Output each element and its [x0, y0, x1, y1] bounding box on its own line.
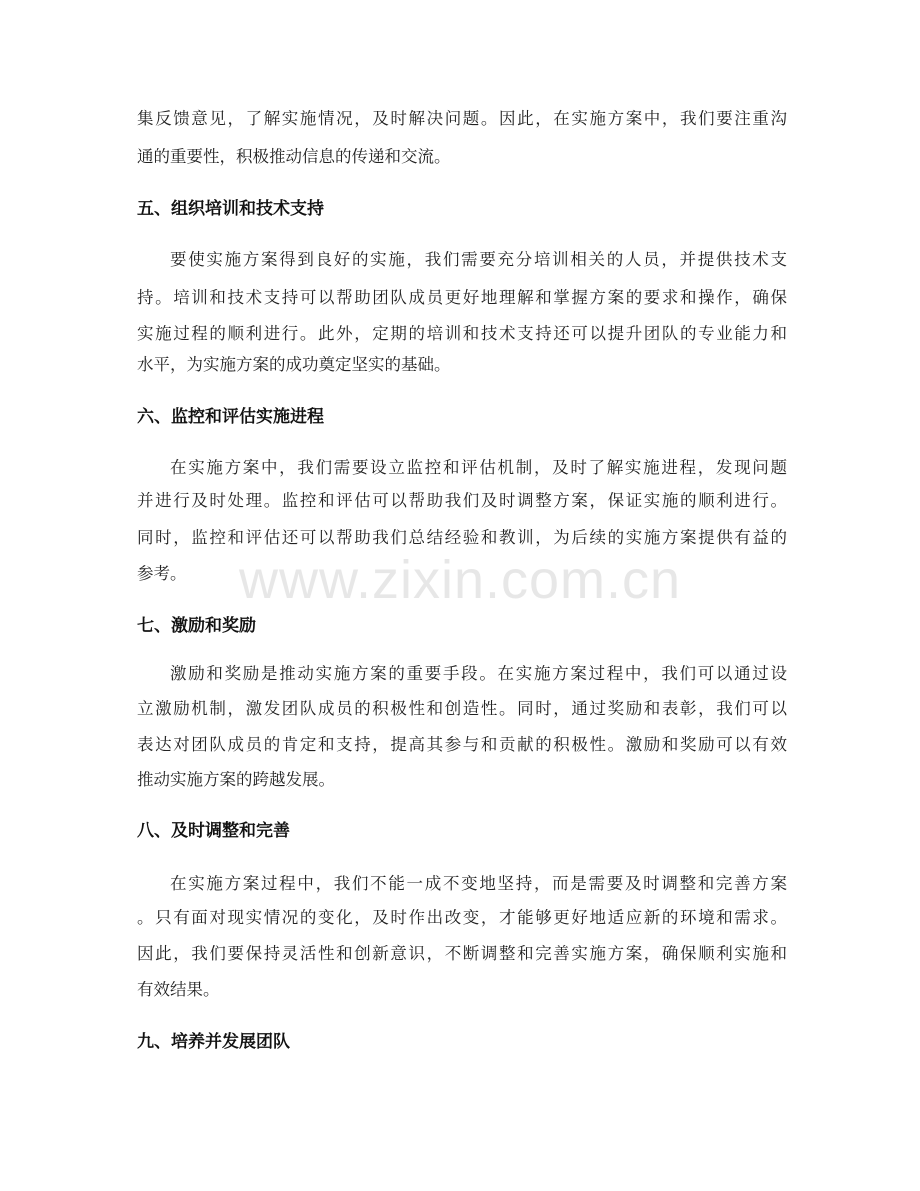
paragraph-line: 同时，监控和评估还可以帮助我们总结经验和教训，为后续的实施方案提供有益的 — [137, 528, 787, 547]
paragraph-line: 持。培训和技术支持可以帮助团队成员更好地理解和掌握方案的要求和操作，确保 — [137, 288, 787, 307]
section-heading-7: 七、激励和奖励 — [137, 616, 256, 636]
paragraph-line: 激励和奖励是推动实施方案的重要手段。在实施方案过程中，我们可以通过设 — [170, 664, 787, 683]
section-heading-6: 六、监控和评估实施进程 — [137, 407, 324, 427]
section-heading-9: 九、培养并发展团队 — [137, 1032, 290, 1052]
paragraph-line: 并进行及时处理。监控和评估可以帮助我们及时调整方案，保证实施的顺利进行。 — [137, 491, 787, 510]
watermark: www.zixin.com.cn — [238, 550, 682, 610]
paragraph-line: 实施过程的顺利进行。此外，定期的培训和技术支持还可以提升团队的专业能力和 — [137, 324, 787, 343]
paragraph-line: 。只有面对现实情况的变化，及时作出改变，才能够更好地适应新的环境和需求。 — [137, 908, 787, 927]
paragraph-line: 表达对团队成员的肯定和支持，提高其参与和贡献的积极性。激励和奖励可以有效 — [137, 735, 787, 754]
section-heading-5: 五、组织培训和技术支持 — [137, 199, 324, 219]
paragraph-line: 参考。 — [137, 564, 187, 583]
paragraph-line: 水平，为实施方案的成功奠定坚实的基础。 — [137, 355, 451, 374]
paragraph-line: 要使实施方案得到良好的实施，我们需要充分培训相关的人员，并提供技术支 — [170, 250, 787, 269]
paragraph-line: 通的重要性，积极推动信息的传递和交流。 — [137, 147, 451, 166]
section-heading-8: 八、及时调整和完善 — [137, 821, 290, 841]
paragraph-line: 推动实施方案的跨越发展。 — [137, 770, 335, 789]
paragraph-line: 集反馈意见，了解实施情况，及时解决问题。因此，在实施方案中，我们要注重沟 — [137, 109, 787, 128]
paragraph-line: 在实施方案过程中，我们不能一成不变地坚持，而是需要及时调整和完善方案 — [170, 874, 787, 893]
paragraph-line: 在实施方案中，我们需要设立监控和评估机制，及时了解实施进程，发现问题 — [170, 458, 787, 477]
paragraph-line: 因此，我们要保持灵活性和创新意识，不断调整和完善实施方案，确保顺利实施和 — [137, 944, 787, 963]
paragraph-line: 有效结果。 — [137, 980, 220, 999]
paragraph-line: 立激励机制，激发团队成员的积极性和创造性。同时，通过奖励和表彰，我们可以 — [137, 699, 787, 718]
